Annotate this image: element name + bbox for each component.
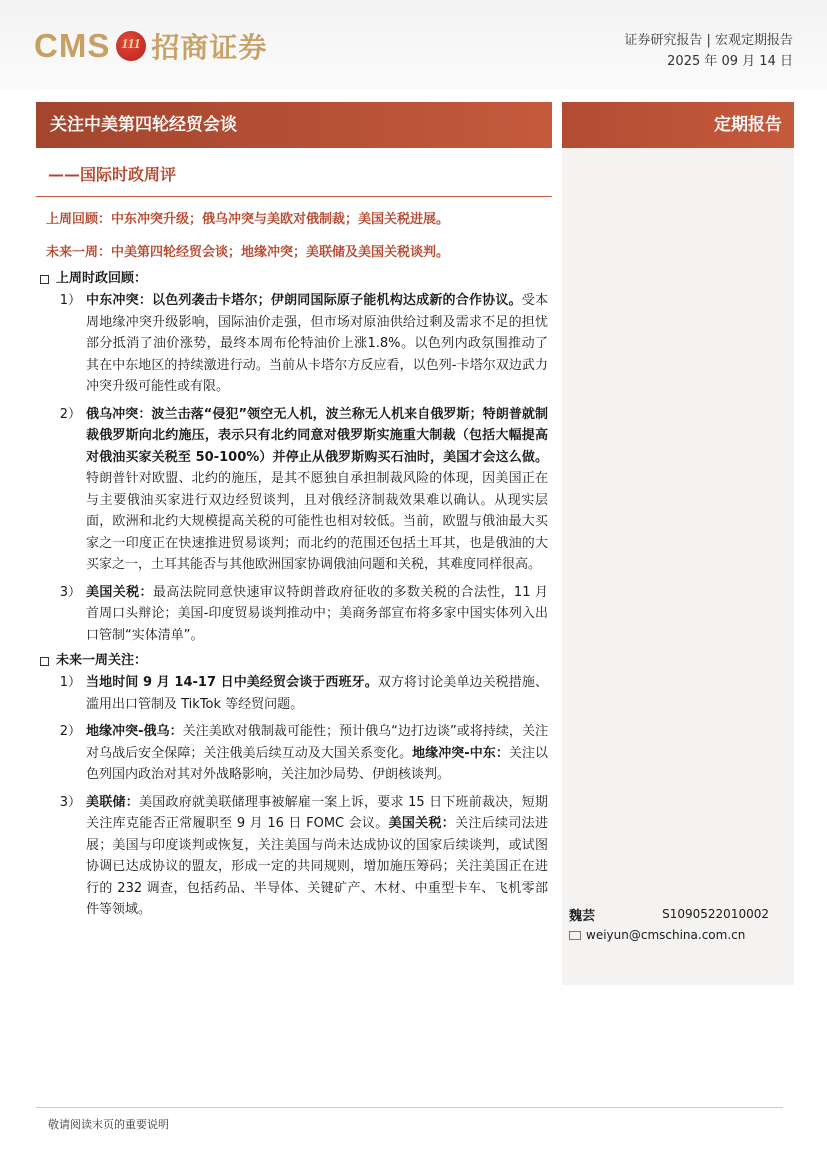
- report-type: 证券研究报告 | 宏观定期报告: [624, 33, 793, 48]
- author-name: 魏芸: [569, 908, 596, 924]
- company-logo: [34, 26, 267, 66]
- list-item: 1） 当地时间 9 月 14-17 日中美经贸会谈于西班牙。双方将讨论美单边关税措施、滥用出口管制及 TikTok 等经贸问题。: [59, 675, 548, 712]
- section-heading: 上周时政回顾：: [40, 268, 552, 290]
- side-label: 定期报告: [562, 102, 794, 148]
- email-icon: [569, 931, 581, 940]
- logo-chinese: 招商证券: [151, 31, 268, 64]
- list-item: 3） 美国关税：最高法院同意快速审议特朗普政府征收的多数关税的合法性，11 月首周口头辩论；美国-印度贸易谈判推动中；美商务部宣布将多家中国实体列入出口管制“实体清单”。: [59, 584, 548, 643]
- main-content: [36, 268, 552, 921]
- report-date: 2025 年 09 月 14 日: [667, 54, 793, 69]
- logo-latin: CMS: [34, 27, 111, 64]
- list-item: 2） 俄乌冲突：波兰击落“侵犯”领空无人机，波兰称无人机来自俄罗斯；特朗普就制裁俄罗斯向北约施压，表示只有北约同意对俄罗斯实施重大制裁（包括大幅提高对俄油买家关税至 50-100%）并停止从俄罗斯购买石油时，美国才会这么做。特朗普针对欧盟、北约的施压，是其不愿独自承担制裁风险的体现，因美国正在与主要俄油买家进行双边经贸谈判，且对俄经济制裁效果难以确认。从现实层面，欧洲和北约大规模提高关税的可能性也相对较低。当前，欧盟与俄油最大买家之一印度正在快速推进贸易谈判；而北约的范围还包括土耳其，也是俄油的大买家之一，土耳其能否与其他欧洲国家协调俄油问题和关税，其难度同样很高。: [59, 406, 548, 572]
- report-title: 关注中美第四轮经贸会谈: [36, 102, 552, 148]
- author-email[interactable]: weiyun@cmschina.com.cn: [586, 928, 746, 942]
- logo-mark-icon: 111: [116, 31, 146, 61]
- footer-divider: [36, 1107, 783, 1108]
- divider: [36, 196, 552, 197]
- report-subtitle: ——国际时政周评: [48, 165, 177, 184]
- list-item: 1） 中东冲突：以色列袭击卡塔尔；伊朗同国际原子能机构达成新的合作协议。受本周地缘冲突升级影响，国际油价走强，但市场对原油供给过剩及需求不足的担忧部分抵消了油价涨势，最终本周布伦特油价上涨1.8%。以色列内政氛围推动了其在中东地区的持续激进行动。当前从卡塔尔方反应看，以色列-卡塔尔双边武力冲突升级可能性或有限。: [59, 293, 548, 394]
- checkbox-bullet-icon: [40, 275, 49, 284]
- side-panel: [562, 148, 794, 985]
- summary-last-week: 上周回顾：中东冲突升级；俄乌冲突与美欧对俄制裁；美国关税进展。: [46, 212, 450, 227]
- header-meta: [624, 30, 793, 72]
- list-item: 2） 地缘冲突-俄乌：关注美欧对俄制裁可能性；预计俄乌“边打边谈”或将持续，关注对乌战后安全保障；关注俄美后续互动及大国关系变化。地缘冲突-中东：关注以色列国内政治对其对外战略影响，关注加沙局势、伊朗核谈判。: [59, 724, 548, 782]
- checkbox-bullet-icon: [40, 657, 49, 666]
- list-item: 3） 美联储：美国政府就美联储理事被解雇一案上诉，要求 15 日下班前裁决，短期关注库克能否正常履职至 9 月 16 日 FOMC 会议。美国关税：关注后续司法进展；美国与印度谈判或恢复，关注美国与尚未达成协议的国家后续谈判，或试图协调已达成协议的盟友，形成一定的共同规则，增加施压筹码；关注美国正在进行的 232 调查，包括药品、半导体、关键矿产、木材、中重型卡车、飞机零部件等领域。: [59, 794, 548, 917]
- author-cert: S1090522010002: [662, 907, 769, 921]
- section-heading: 未来一周关注：: [40, 650, 552, 672]
- footer-note: 敬请阅读末页的重要说明: [48, 1118, 169, 1131]
- summary-next-week: 未来一周：中美第四轮经贸会谈；地缘冲突；美联储及美国关税谈判。: [46, 245, 450, 260]
- author-block: [569, 902, 769, 944]
